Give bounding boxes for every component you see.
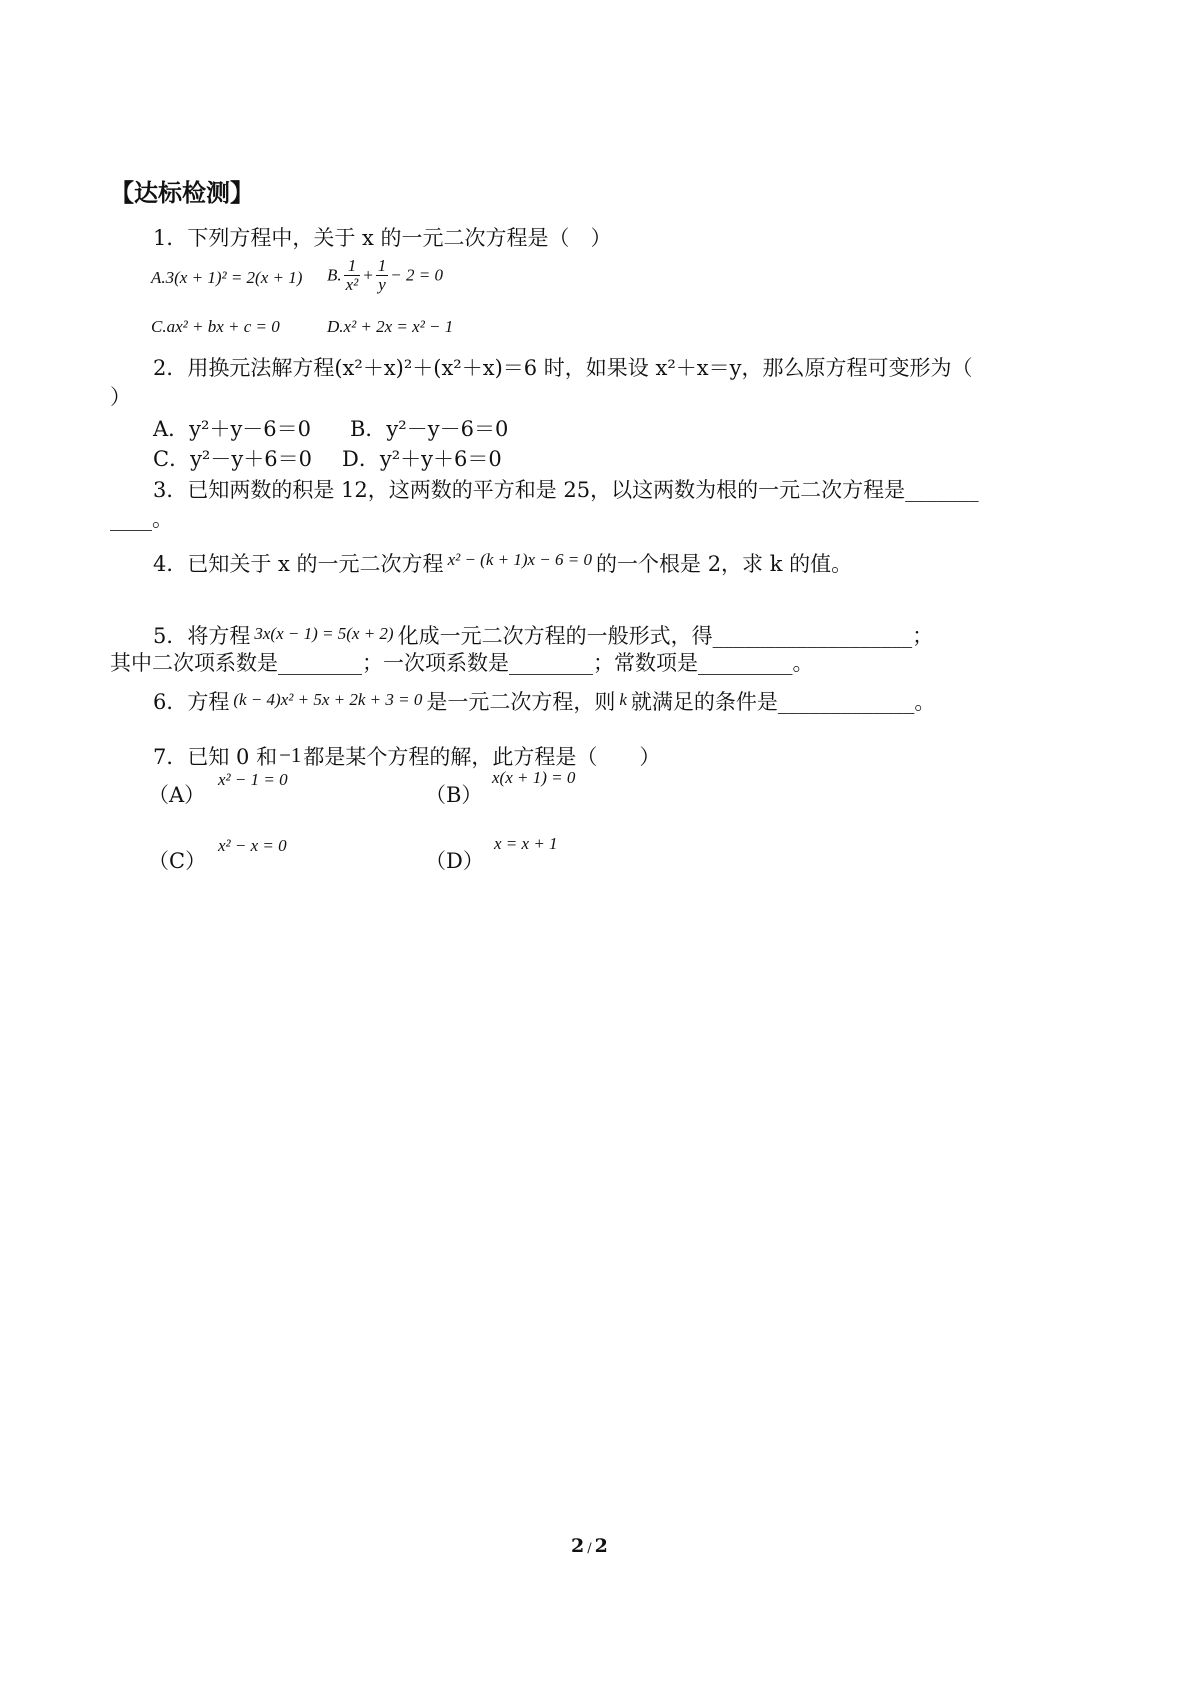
question-6-equation: (k − 4)x² + 5x + 2k + 3 = 0 (233, 690, 423, 709)
fraction-2-numerator: 1 (377, 256, 387, 275)
question-2-option-d: D．y²＋y＋6＝0 (342, 447, 502, 471)
question-2-option-b: B．y²－y－6＝0 (350, 417, 509, 441)
question-7-stem (153, 742, 660, 770)
question-1-option-c: C.ax² + bx + c = 0 (151, 317, 280, 336)
question-2-stem: 2．用换元法解方程(x²＋x)²＋(x²＋x)＝6 时，如果设 x²＋x＝y，那么原方程可变形为（ (153, 356, 973, 380)
section-heading: 【达标检测】 (110, 178, 254, 207)
question-7-label-b: （B） (425, 783, 483, 807)
page-separator: / (587, 1541, 592, 1556)
question-5-post: 化成一元二次方程的一般形式，得___________________； (397, 624, 934, 648)
question-7-equation-d: x = x + 1 (494, 834, 558, 853)
question-4-pre: 4．已知关于 x 的一元二次方程 (153, 552, 444, 576)
question-6 (153, 687, 935, 715)
question-1-option-a: A.3(x + 1)² = 2(x + 1) (151, 268, 303, 287)
option-b-plus: + (362, 265, 374, 285)
question-2-stem-cont: ） (110, 385, 131, 409)
question-7-label-d: （D） (425, 849, 484, 873)
option-b-prefix: B. (327, 265, 342, 285)
question-7-label-a: （A） (148, 783, 206, 807)
question-7-post: 都是某个方程的解，此方程是（ ） (303, 745, 661, 769)
question-5-line-2: 其中二次项系数是________；一次项系数是________；常数项是_________。 (110, 651, 814, 675)
question-2-option-a: A．y²＋y－6＝0 (153, 417, 312, 441)
question-7-label-c: （C） (148, 849, 207, 873)
option-b-fraction-2 (376, 257, 389, 294)
question-6-pre: 6．方程 (153, 690, 230, 714)
fraction-2-denominator: y (378, 275, 386, 294)
question-7-pre: 7．已知 0 和 (153, 745, 278, 769)
fraction-1-denominator: x² (345, 275, 359, 294)
question-6-variable: k (619, 690, 627, 709)
question-5 (153, 621, 933, 649)
page-current: 2 (571, 1535, 585, 1557)
option-b-tail: − 2 = 0 (390, 265, 443, 285)
question-7-negative-one: −1 (279, 743, 302, 767)
question-1-stem: 1．下列方程中，关于 x 的一元二次方程是（ ） (153, 226, 612, 250)
question-5-equation: 3x(x − 1) = 5(x + 2) (254, 624, 394, 643)
page-total: 2 (594, 1535, 608, 1557)
question-4 (153, 547, 852, 577)
fraction-1-numerator: 1 (344, 257, 361, 276)
question-6-mid: 是一元二次方程，则 (426, 690, 616, 714)
question-7-equation-c: x² − x = 0 (218, 836, 287, 855)
question-6-post: 就满足的条件是_____________。 (630, 690, 936, 714)
question-7-equation-a: x² − 1 = 0 (218, 770, 288, 789)
question-3-stem: 3．已知两数的积是 12，这两数的平方和是 25，以这两数为根的一元二次方程是_______ (153, 478, 979, 502)
question-1-option-b (327, 257, 443, 294)
question-3-stem-cont: ____。 (110, 507, 173, 531)
question-4-post: 的一个根是 2，求 k 的值。 (596, 552, 853, 576)
question-5-pre: 5．将方程 (153, 624, 251, 648)
question-4-equation: x² − (k + 1)x − 6 = 0 (447, 550, 593, 569)
question-2-option-c: C．y²－y＋6＝0 (153, 447, 312, 471)
option-b-fraction-1 (344, 257, 361, 294)
page-number (571, 1535, 608, 1557)
question-1-option-d: D.x² + 2x = x² − 1 (327, 317, 454, 336)
question-7-equation-b: x(x + 1) = 0 (492, 768, 576, 787)
